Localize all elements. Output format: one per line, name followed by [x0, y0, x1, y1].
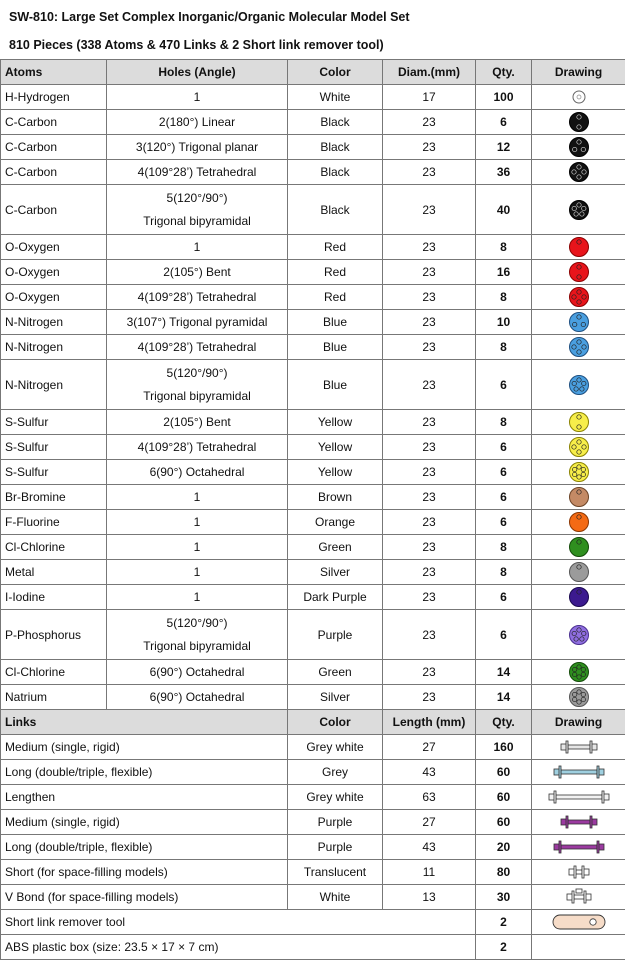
atom-row — [1, 410, 625, 435]
atom-holes-count: 4(109°28’) Tetrahedral — [137, 340, 257, 354]
atom-diameter: 23 — [383, 110, 476, 135]
atom-row — [1, 235, 625, 260]
atom-color: Red — [288, 260, 383, 285]
link-drawing — [532, 810, 625, 835]
atom-qty: 8 — [476, 335, 532, 360]
link-length: 27 — [383, 735, 476, 760]
atom-name: Metal — [1, 560, 107, 585]
atom-drawing — [532, 660, 625, 685]
atom-name: Br-Bromine — [1, 485, 107, 510]
atom-drawing — [532, 335, 625, 360]
link-length: 43 — [383, 835, 476, 860]
link-color-col-header: Color — [288, 710, 383, 735]
atom-ball-icon — [568, 436, 590, 458]
atom-ball-icon — [568, 511, 590, 533]
link-piece-icon — [547, 737, 611, 757]
link-piece-icon — [547, 762, 611, 782]
atom-color: Silver — [288, 560, 383, 585]
atom-qty: 40 — [476, 185, 532, 235]
atom-qty: 8 — [476, 560, 532, 585]
atom-holes-count: 4(109°28’) Tetrahedral — [137, 165, 257, 179]
tool-qty: 2 — [476, 910, 532, 935]
atom-drawing — [532, 410, 625, 435]
atom-qty: 8 — [476, 535, 532, 560]
atom-qty: 8 — [476, 235, 532, 260]
atom-row — [1, 135, 625, 160]
link-color: White — [288, 885, 383, 910]
atom-holes — [107, 410, 288, 435]
link-length: 43 — [383, 760, 476, 785]
link-length: 63 — [383, 785, 476, 810]
link-drawing — [532, 835, 625, 860]
atom-drawing — [532, 535, 625, 560]
atom-name: S-Sulfur — [1, 435, 107, 460]
atom-diameter: 23 — [383, 235, 476, 260]
page-subtitle: 810 Pieces (338 Atoms & 470 Links & 2 Short link remover tool) — [9, 38, 384, 52]
atom-diameter: 23 — [383, 310, 476, 335]
atom-holes — [107, 85, 288, 110]
link-row — [1, 860, 625, 885]
spec-table-body — [1, 60, 625, 960]
atom-holes-count: 6(90°) Octahedral — [149, 665, 245, 679]
atom-holes-count: 3(120°) Trigonal planar — [135, 140, 259, 154]
atom-qty: 6 — [476, 435, 532, 460]
atom-holes-count: 5(120°/90°) — [166, 190, 228, 205]
atom-drawing — [532, 85, 625, 110]
box-name: ABS plastic box (size: 23.5 × 17 × 7 cm) — [1, 935, 476, 960]
atom-row — [1, 685, 625, 710]
atom-name: O-Oxygen — [1, 260, 107, 285]
atom-row — [1, 485, 625, 510]
atom-name: S-Sulfur — [1, 410, 107, 435]
diam-col-header: Diam.(mm) — [383, 60, 476, 85]
link-qty-col-header: Qty. — [476, 710, 532, 735]
atom-diameter: 23 — [383, 485, 476, 510]
atom-color: Brown — [288, 485, 383, 510]
atom-diameter: 23 — [383, 260, 476, 285]
atom-diameter: 23 — [383, 285, 476, 310]
link-qty: 60 — [476, 810, 532, 835]
atom-color: Green — [288, 535, 383, 560]
atom-drawing — [532, 260, 625, 285]
link-color: Translucent — [288, 860, 383, 885]
atom-diameter: 17 — [383, 85, 476, 110]
atom-diameter: 23 — [383, 585, 476, 610]
links-col-header: Links — [1, 710, 288, 735]
atom-diameter: 23 — [383, 135, 476, 160]
link-piece-icon — [547, 887, 611, 907]
link-color: Grey — [288, 760, 383, 785]
atom-row — [1, 310, 625, 335]
atom-holes-geometry: Trigonal bipyramidal — [143, 388, 251, 403]
atom-ball-icon — [568, 311, 590, 333]
atom-ball-icon — [568, 374, 590, 396]
box-drawing — [532, 935, 625, 960]
link-row — [1, 835, 625, 860]
atom-row — [1, 660, 625, 685]
link-color: Purple — [288, 835, 383, 860]
atom-qty: 100 — [476, 85, 532, 110]
link-length: 11 — [383, 860, 476, 885]
atom-name: C-Carbon — [1, 110, 107, 135]
links-header-row — [1, 710, 625, 735]
atom-ball-icon — [568, 336, 590, 358]
link-qty: 30 — [476, 885, 532, 910]
atom-row — [1, 260, 625, 285]
box-qty: 2 — [476, 935, 532, 960]
holes-col-header: Holes (Angle) — [107, 60, 288, 85]
qty-col-header: Qty. — [476, 60, 532, 85]
link-row — [1, 785, 625, 810]
atom-name: N-Nitrogen — [1, 310, 107, 335]
atom-diameter: 23 — [383, 435, 476, 460]
atom-holes-count: 1 — [193, 90, 201, 104]
atom-name: C-Carbon — [1, 185, 107, 235]
atom-color: Black — [288, 185, 383, 235]
atom-color: Dark Purple — [288, 585, 383, 610]
atom-holes-count: 5(120°/90°) — [166, 615, 228, 630]
remover-tool-icon — [547, 912, 611, 932]
atom-row — [1, 460, 625, 485]
atom-drawing — [532, 685, 625, 710]
atom-ball-icon — [568, 661, 590, 683]
atom-color: Green — [288, 660, 383, 685]
atom-holes — [107, 685, 288, 710]
atom-row — [1, 335, 625, 360]
link-color: Grey white — [288, 785, 383, 810]
atom-color: Blue — [288, 310, 383, 335]
atom-holes-count: 4(109°28’) Tetrahedral — [137, 440, 257, 454]
atom-diameter: 23 — [383, 160, 476, 185]
atom-name: C-Carbon — [1, 160, 107, 185]
atom-color: Yellow — [288, 410, 383, 435]
atom-ball-icon — [568, 624, 590, 646]
link-qty: 60 — [476, 785, 532, 810]
atom-ball-icon — [568, 111, 590, 133]
atom-drawing — [532, 360, 625, 410]
atom-drawing — [532, 610, 625, 660]
atom-qty: 6 — [476, 585, 532, 610]
link-piece-icon — [547, 787, 611, 807]
atom-ball-icon — [568, 686, 590, 708]
atom-qty: 8 — [476, 285, 532, 310]
atom-drawing — [532, 235, 625, 260]
atom-holes — [107, 160, 288, 185]
atom-diameter: 23 — [383, 685, 476, 710]
atom-ball-icon — [568, 411, 590, 433]
atom-holes-count: 1 — [193, 515, 201, 529]
atom-color: Red — [288, 285, 383, 310]
atom-qty: 6 — [476, 110, 532, 135]
link-length: 27 — [383, 810, 476, 835]
atom-color: Blue — [288, 335, 383, 360]
atom-drawing — [532, 185, 625, 235]
atom-ball-icon — [568, 161, 590, 183]
atom-holes — [107, 310, 288, 335]
atom-holes-count: 5(120°/90°) — [166, 365, 228, 380]
atom-qty: 6 — [476, 360, 532, 410]
atom-name: P-Phosphorus — [1, 610, 107, 660]
link-name: Long (double/triple, flexible) — [1, 835, 288, 860]
atom-holes — [107, 185, 288, 235]
atom-holes-count: 2(180°) Linear — [158, 115, 236, 129]
atoms-col-header: Atoms — [1, 60, 107, 85]
atom-qty: 14 — [476, 660, 532, 685]
atom-holes-count: 1 — [193, 540, 201, 554]
atom-row — [1, 560, 625, 585]
atom-diameter: 23 — [383, 335, 476, 360]
atom-color: Blue — [288, 360, 383, 410]
atom-color: Orange — [288, 510, 383, 535]
atom-holes — [107, 610, 288, 660]
atom-holes — [107, 285, 288, 310]
atom-holes — [107, 510, 288, 535]
link-qty: 80 — [476, 860, 532, 885]
link-piece-icon — [547, 837, 611, 857]
atom-row — [1, 360, 625, 410]
atom-color: Black — [288, 110, 383, 135]
atom-holes-count: 4(109°28’) Tetrahedral — [137, 290, 257, 304]
atom-row — [1, 285, 625, 310]
atom-holes-count: 1 — [193, 565, 201, 579]
atom-diameter: 23 — [383, 185, 476, 235]
atom-holes-count: 1 — [193, 590, 201, 604]
atom-name: N-Nitrogen — [1, 360, 107, 410]
atom-row — [1, 585, 625, 610]
link-drawing — [532, 785, 625, 810]
atom-row — [1, 535, 625, 560]
atom-ball-icon — [568, 486, 590, 508]
atom-ball-icon — [568, 586, 590, 608]
atom-qty: 10 — [476, 310, 532, 335]
atom-qty: 6 — [476, 460, 532, 485]
atom-drawing — [532, 310, 625, 335]
atom-holes — [107, 335, 288, 360]
tool-row — [1, 910, 625, 935]
atom-row — [1, 85, 625, 110]
atom-ball-icon — [568, 561, 590, 583]
atom-color: Silver — [288, 685, 383, 710]
atom-diameter: 23 — [383, 535, 476, 560]
atom-qty: 12 — [476, 135, 532, 160]
link-qty: 20 — [476, 835, 532, 860]
atom-row — [1, 110, 625, 135]
link-name: Medium (single, rigid) — [1, 810, 288, 835]
atom-name: Cl-Chlorine — [1, 660, 107, 685]
link-drawing-col-header: Drawing — [532, 710, 625, 735]
atom-color: White — [288, 85, 383, 110]
atom-diameter: 23 — [383, 410, 476, 435]
atom-holes-geometry: Trigonal bipyramidal — [143, 638, 251, 653]
atom-holes — [107, 585, 288, 610]
link-row — [1, 760, 625, 785]
atom-diameter: 23 — [383, 510, 476, 535]
atom-color: Yellow — [288, 435, 383, 460]
link-name: Long (double/triple, flexible) — [1, 760, 288, 785]
atom-holes — [107, 435, 288, 460]
atom-name: H-Hydrogen — [1, 85, 107, 110]
atom-drawing — [532, 560, 625, 585]
atom-diameter: 23 — [383, 610, 476, 660]
atom-row — [1, 610, 625, 660]
atom-holes — [107, 660, 288, 685]
atom-qty: 16 — [476, 260, 532, 285]
atom-diameter: 23 — [383, 560, 476, 585]
atom-qty: 6 — [476, 485, 532, 510]
atom-diameter: 23 — [383, 660, 476, 685]
atom-holes — [107, 460, 288, 485]
atom-ball-icon — [568, 261, 590, 283]
atom-holes-count: 6(90°) Octahedral — [149, 690, 245, 704]
atom-holes — [107, 560, 288, 585]
atom-holes — [107, 110, 288, 135]
link-qty: 160 — [476, 735, 532, 760]
atom-name: S-Sulfur — [1, 460, 107, 485]
atom-row — [1, 510, 625, 535]
atom-color: Red — [288, 235, 383, 260]
atom-holes-count: 1 — [193, 490, 201, 504]
atom-color: Black — [288, 135, 383, 160]
atom-ball-icon — [568, 136, 590, 158]
atom-holes-count: 2(105°) Bent — [163, 415, 231, 429]
atom-drawing — [532, 285, 625, 310]
link-piece-icon — [547, 862, 611, 882]
atom-holes-count: 2(105°) Bent — [163, 265, 231, 279]
atoms-header-row — [1, 60, 625, 85]
atom-holes-count: 3(107°) Trigonal pyramidal — [126, 315, 268, 329]
atom-row — [1, 160, 625, 185]
atom-holes-count: 6(90°) Octahedral — [149, 465, 245, 479]
atom-drawing — [532, 510, 625, 535]
atom-drawing — [532, 585, 625, 610]
atom-ball-icon — [568, 236, 590, 258]
link-qty: 60 — [476, 760, 532, 785]
atom-qty: 36 — [476, 160, 532, 185]
atom-holes — [107, 360, 288, 410]
atom-holes — [107, 260, 288, 285]
link-name: Short (for space-filling models) — [1, 860, 288, 885]
atom-holes — [107, 135, 288, 160]
atom-drawing — [532, 160, 625, 185]
atom-name: Cl-Chlorine — [1, 535, 107, 560]
atom-name: O-Oxygen — [1, 285, 107, 310]
atom-row — [1, 435, 625, 460]
atom-name: O-Oxygen — [1, 235, 107, 260]
tool-name: Short link remover tool — [1, 910, 476, 935]
link-drawing — [532, 860, 625, 885]
atom-drawing — [532, 435, 625, 460]
atom-name: F-Fluorine — [1, 510, 107, 535]
atom-color: Purple — [288, 610, 383, 660]
link-piece-icon — [547, 812, 611, 832]
atom-holes — [107, 235, 288, 260]
atom-ball-icon — [568, 536, 590, 558]
page-title: SW-810: Large Set Complex Inorganic/Organic Molecular Model Set — [9, 10, 410, 24]
atom-name: C-Carbon — [1, 135, 107, 160]
link-row — [1, 735, 625, 760]
link-name: V Bond (for space-filling models) — [1, 885, 288, 910]
atom-name: Natrium — [1, 685, 107, 710]
atom-name: N-Nitrogen — [1, 335, 107, 360]
atom-drawing — [532, 135, 625, 160]
atom-qty: 8 — [476, 410, 532, 435]
atom-ball-icon — [568, 461, 590, 483]
color-col-header: Color — [288, 60, 383, 85]
box-row — [1, 935, 625, 960]
link-color: Grey white — [288, 735, 383, 760]
atom-drawing — [532, 485, 625, 510]
link-row — [1, 810, 625, 835]
atom-holes — [107, 485, 288, 510]
spec-table — [0, 59, 625, 960]
link-name: Medium (single, rigid) — [1, 735, 288, 760]
atom-color: Yellow — [288, 460, 383, 485]
link-row — [1, 885, 625, 910]
link-drawing — [532, 760, 625, 785]
link-length: 13 — [383, 885, 476, 910]
atom-holes-count: 1 — [193, 240, 201, 254]
atom-qty: 14 — [476, 685, 532, 710]
atom-drawing — [532, 460, 625, 485]
drawing-col-header: Drawing — [532, 60, 625, 85]
atom-holes — [107, 535, 288, 560]
atom-ball-icon — [568, 86, 590, 108]
link-color: Purple — [288, 810, 383, 835]
link-drawing — [532, 735, 625, 760]
atom-row — [1, 185, 625, 235]
atom-holes-geometry: Trigonal bipyramidal — [143, 213, 251, 228]
tool-drawing — [532, 910, 625, 935]
atom-diameter: 23 — [383, 460, 476, 485]
atom-drawing — [532, 110, 625, 135]
length-col-header: Length (mm) — [383, 710, 476, 735]
atom-qty: 6 — [476, 610, 532, 660]
link-drawing — [532, 885, 625, 910]
atom-name: I-Iodine — [1, 585, 107, 610]
atom-ball-icon — [568, 199, 590, 221]
atom-ball-icon — [568, 286, 590, 308]
atom-diameter: 23 — [383, 360, 476, 410]
atom-color: Black — [288, 160, 383, 185]
link-name: Lengthen — [1, 785, 288, 810]
atom-qty: 6 — [476, 510, 532, 535]
